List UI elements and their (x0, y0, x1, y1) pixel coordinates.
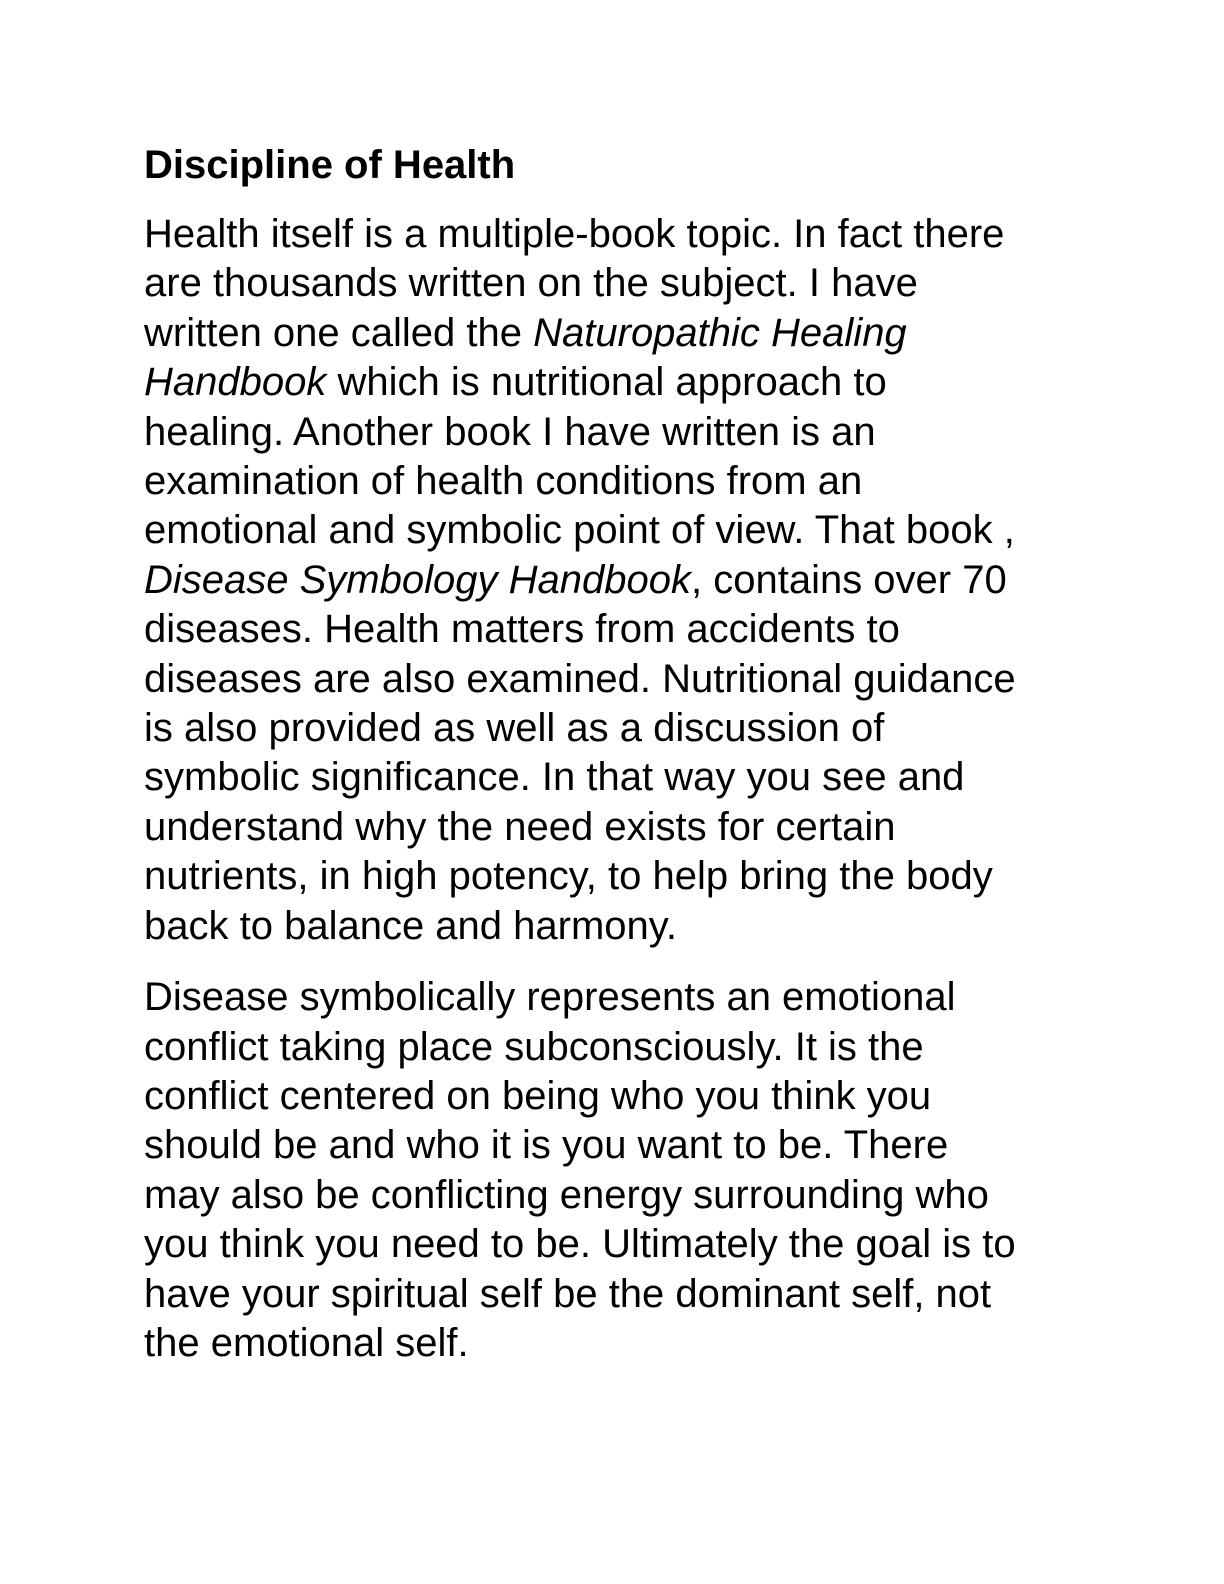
text-line: symbolic significance. In that way you see and (144, 755, 965, 800)
text-line (144, 556, 1084, 605)
text-line: understand why the need exists for certain (144, 804, 896, 849)
text-line: conflict taking place subconsciously. It is the (144, 1024, 924, 1069)
text-line: is also provided as well as a discussion of (144, 706, 885, 751)
text-line: healing. Another book I have written is an (144, 409, 876, 454)
text-run: written one called the (144, 310, 534, 355)
text-run: , contains over 70 (690, 557, 1007, 602)
paragraph-1 (144, 210, 1084, 951)
text-line: examination of health conditions from an (144, 459, 863, 504)
text-line: nutrients, in high potency, to help bring the body (144, 854, 993, 899)
book-title-disease-symbology: Disease Symbology Handbook (144, 557, 691, 602)
text-run: which is nutritional approach to (326, 360, 887, 405)
text-line: should be and who it is you want to be. There (144, 1123, 949, 1168)
document-page (144, 140, 1084, 1368)
text-line: Disease symbolically represents an emotional (144, 975, 956, 1020)
paragraph-2 (144, 973, 1084, 1368)
text-line (144, 358, 1084, 407)
text-line: have your spiritual self be the dominant self, not (144, 1271, 992, 1316)
text-line: are thousands written on the subject. I have (144, 261, 918, 306)
book-title-naturopathic-cont: Handbook (144, 360, 327, 405)
text-line (144, 309, 1084, 358)
text-line: Health itself is a multiple-book topic. In fact there (144, 212, 1005, 256)
page-title: Discipline of Health (144, 143, 516, 187)
text-line: you think you need to be. Ultimately the goal is to (144, 1222, 1016, 1267)
text-line: back to balance and harmony. (144, 903, 677, 948)
text-line: conflict centered on being who you think you (144, 1073, 932, 1118)
book-title-naturopathic: Naturopathic Healing (533, 310, 907, 355)
text-line: diseases. Health matters from accidents to (144, 607, 900, 652)
text-line: may also be conflicting energy surrounding who (144, 1172, 989, 1217)
text-line: diseases are also examined. Nutritional guidance (144, 656, 1016, 701)
text-line: the emotional self. (144, 1320, 469, 1365)
text-line: emotional and symbolic point of view. That book , (144, 508, 1015, 553)
